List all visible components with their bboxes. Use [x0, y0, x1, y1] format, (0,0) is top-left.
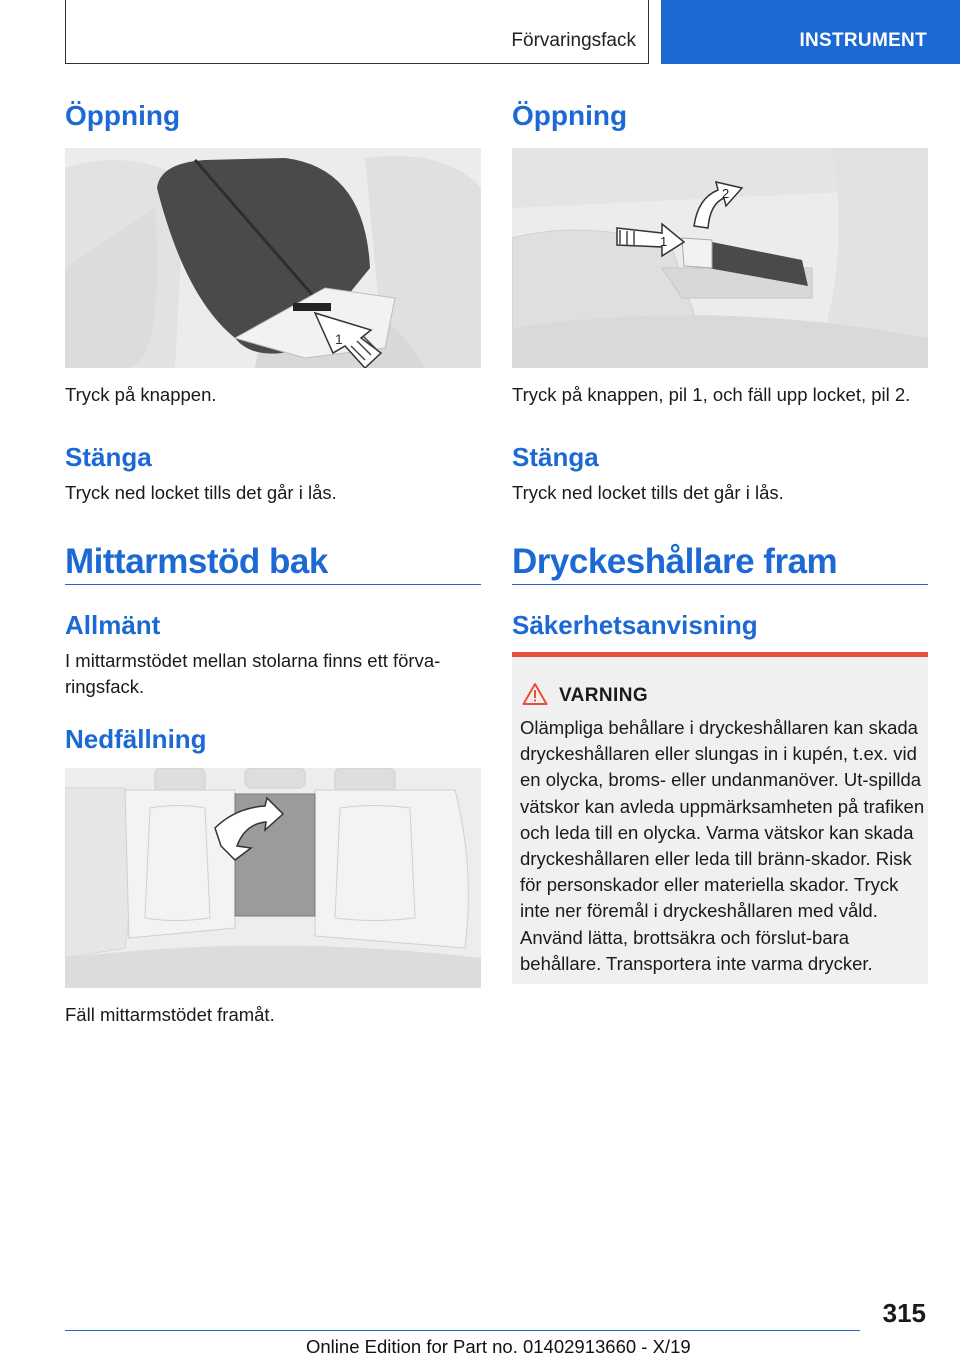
heading-open-left: Öppning	[65, 100, 181, 131]
caption-open-left: Tryck på knappen.	[65, 384, 217, 405]
heading-open-right: Öppning	[512, 100, 628, 131]
title-rear-armrest: Mittarmstöd bak	[65, 542, 328, 581]
header-section-title: Förvaringsfack	[511, 30, 636, 51]
page-number: 315	[882, 1298, 926, 1328]
warning-box	[512, 652, 928, 984]
figure-callout-1: 1	[335, 331, 343, 347]
title-cupholder-front: Dryckeshållare fram	[512, 542, 838, 581]
text-general: I mittarmstödet mellan stolarna finns ett förva‐ringsfack.	[65, 650, 441, 697]
heading-close-right: Stänga	[512, 442, 599, 472]
footer-edition: Online Edition for Part no. 01402913660 - X/19	[306, 1336, 691, 1357]
title-rule-left	[65, 584, 481, 585]
warning-triangle-icon	[522, 682, 548, 706]
caption-open-right: Tryck på knappen, pil 1, och fäll upp locket, pil 2.	[512, 384, 911, 405]
figure-callout-arrow-1: 1	[660, 234, 668, 249]
warning-title: VARNING	[559, 685, 649, 706]
header-chapter-label: INSTRUMENT	[799, 30, 927, 51]
figure-armrest-open	[65, 148, 481, 368]
text-close-right: Tryck ned locket tills det går i lås.	[512, 482, 784, 503]
figure-armrest-fold	[65, 768, 481, 988]
title-rule-right	[512, 584, 928, 585]
text-close-left: Tryck ned locket tills det går i lås.	[65, 482, 337, 503]
figure-cupholder-open	[512, 148, 928, 368]
warning-text: Olämpliga behållare i dryckeshållaren kan skada dryckeshållaren eller slungas in i kupén, t.ex. vid en olycka, broms- eller undanmanöver. Ut‐spillda vätskor kan avleda uppmärksamheten på trafiken och leda till en olycka. Varma vätskor kan skada dryckeshållaren eller leda till bränn‐skador. Risk för personskador eller materiella skador. Tryck inte ner föremål i dryckeshållaren med våld. Använd lätta, brottsäkra och förslut‐bara behållare. Transportera inte varma drycker.	[520, 717, 925, 974]
heading-safety: Säkerhetsanvisning	[512, 610, 758, 640]
figure-callout-arrow-2: 2	[722, 186, 730, 201]
heading-close-left: Stänga	[65, 442, 152, 472]
footer-rule	[65, 1330, 860, 1331]
caption-fold: Fäll mittarmstödet framåt.	[65, 1004, 275, 1025]
header-section-box	[65, 0, 649, 64]
heading-fold: Nedfällning	[65, 724, 207, 754]
header-chapter-tab[interactable]	[661, 0, 960, 64]
heading-general: Allmänt	[65, 610, 161, 640]
